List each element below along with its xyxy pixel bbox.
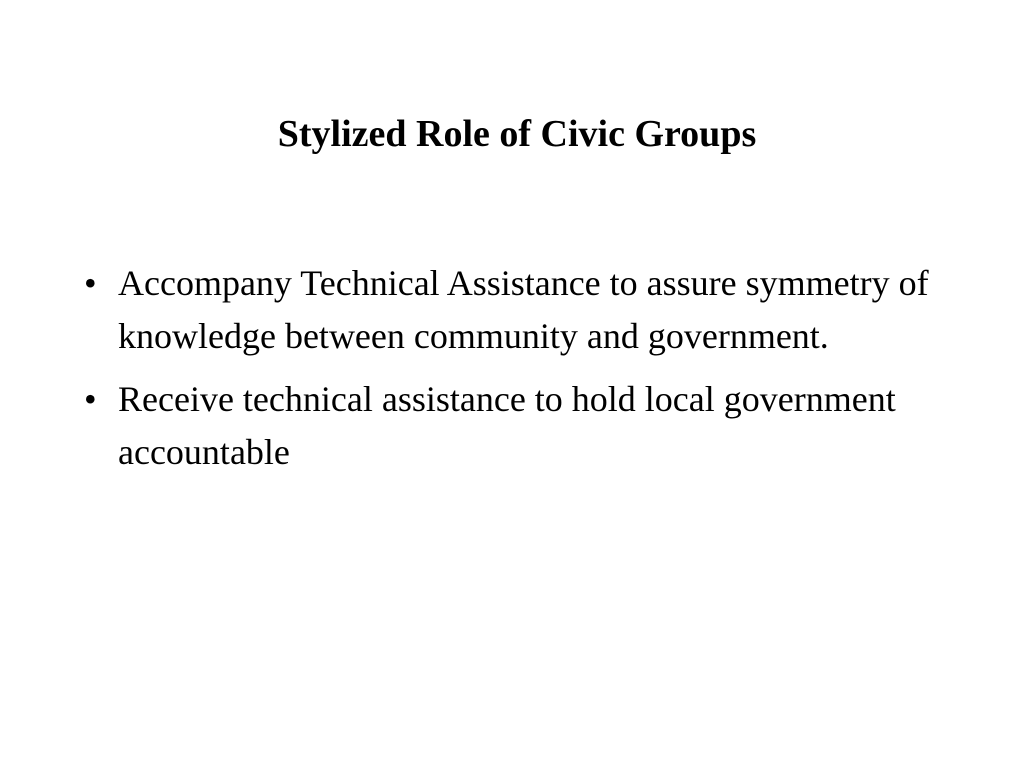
bullet-dot-icon: •	[84, 263, 97, 303]
bullet-item	[84, 373, 944, 479]
slide-title: Stylized Role of Civic Groups	[277, 113, 757, 155]
bullet-dot-icon: •	[84, 379, 97, 419]
bullet-item	[84, 257, 944, 363]
bullet-text: Receive technical assistance to hold local government accountable	[118, 379, 896, 472]
bullet-text: Accompany Technical Assistance to assure symmetry of knowledge between community and government.	[118, 263, 929, 356]
bullet-list	[84, 257, 944, 489]
